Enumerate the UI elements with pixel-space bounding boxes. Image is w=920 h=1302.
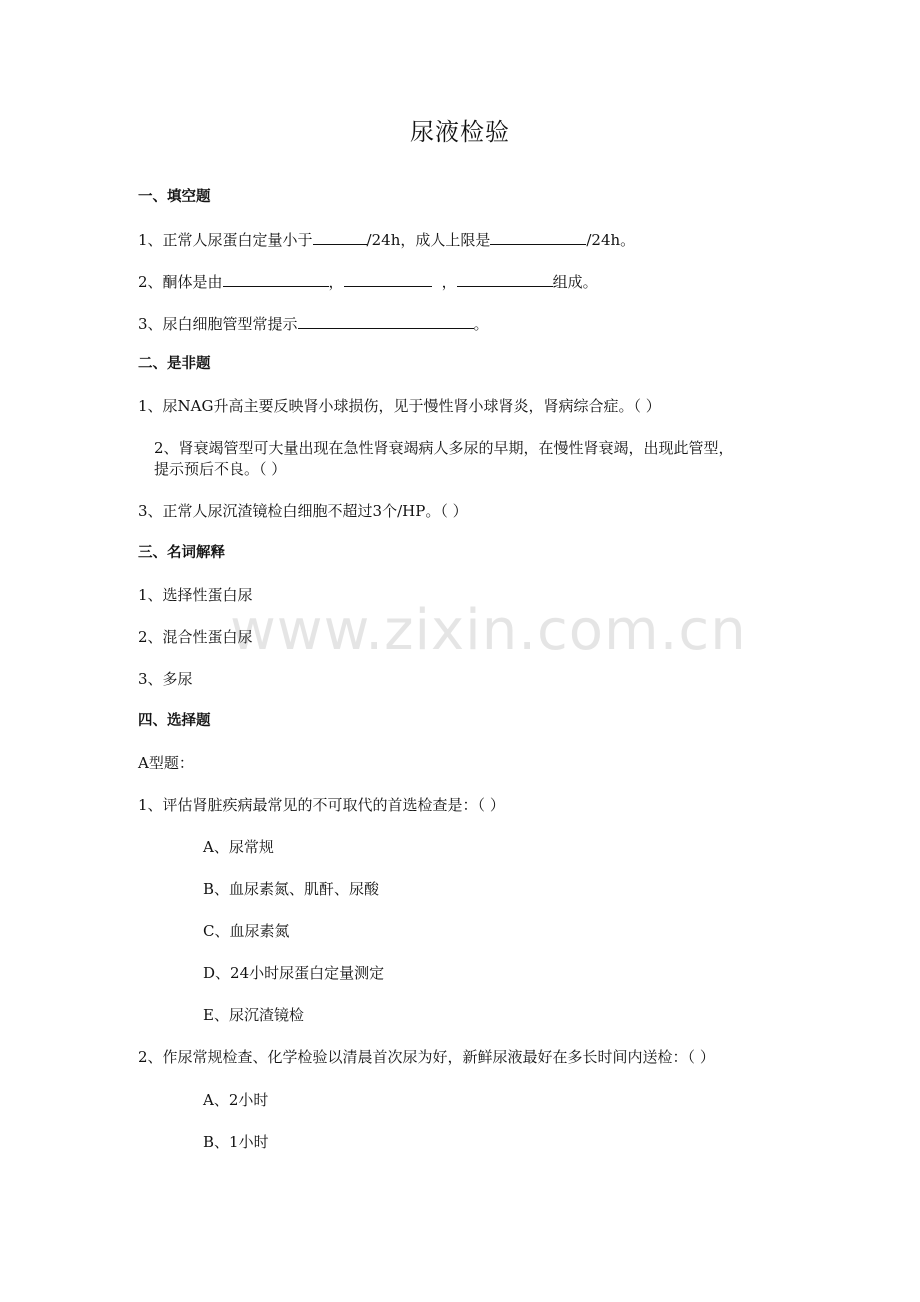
choice-subheading: A型题： — [138, 754, 194, 772]
fill-q2-text-b: ， — [328, 273, 344, 291]
choice-option: D、24小时尿蛋白定量测定 — [203, 964, 385, 982]
section-heading-choice: 四、选择题 — [138, 713, 211, 729]
answer-blank[interactable] — [313, 229, 367, 245]
choice-option: A、尿常规 — [203, 838, 274, 856]
fill-q3-text-b: 。 — [473, 315, 489, 333]
document-title: 尿液检验 — [410, 118, 510, 146]
choice-option: C、血尿素氮 — [203, 922, 290, 940]
answer-blank[interactable] — [298, 313, 474, 329]
answer-blank[interactable] — [490, 229, 586, 245]
choice-option: A、2小时 — [203, 1091, 269, 1109]
choice-question-2: 2、作尿常规检查、化学检验以清晨首次尿为好，新鲜尿液最好在多长时间内送检：（ ） — [138, 1048, 715, 1066]
section-heading-fill: 一、填空题 — [138, 189, 211, 205]
fill-q1-text-b: /24h，成人上限是 — [366, 231, 491, 249]
tf-question-2-line-2: 提示预后不良。（ ） — [154, 460, 287, 478]
fill-question-3 — [138, 313, 489, 334]
term-item: 1、选择性蛋白尿 — [138, 586, 253, 604]
answer-blank[interactable] — [457, 271, 553, 287]
section-heading-terms: 三、名词解释 — [138, 545, 225, 561]
fill-q1-text-c: /24h。 — [586, 231, 636, 249]
fill-question-2 — [138, 271, 598, 292]
fill-q1-text-a: 1、正常人尿蛋白定量小于 — [138, 231, 313, 249]
watermark: www.zixin.com.cn — [230, 598, 747, 663]
choice-question-1: 1、评估肾脏疾病最常见的不可取代的首选检查是：（ ） — [138, 796, 505, 814]
choice-option: B、血尿素氮、肌酐、尿酸 — [203, 880, 380, 898]
fill-q2-text-a: 2、酮体是由 — [138, 273, 223, 291]
answer-blank[interactable] — [223, 271, 329, 287]
tf-question-1: 1、尿NAG升高主要反映肾小球损伤，见于慢性肾小球肾炎，肾病综合症。（ ） — [138, 397, 661, 415]
tf-question-2-line-1: 2、肾衰竭管型可大量出现在急性肾衰竭病人多尿的早期，在慢性肾衰竭，出现此管型， — [154, 439, 734, 457]
choice-option: B、1小时 — [203, 1133, 269, 1151]
tf-question-3: 3、正常人尿沉渣镜检白细胞不超过3个/HP。（ ） — [138, 502, 468, 520]
term-item: 3、多尿 — [138, 670, 193, 688]
fill-question-1 — [138, 229, 635, 250]
section-heading-true-false: 二、是非题 — [138, 356, 211, 372]
fill-q2-text-d: 组成。 — [552, 273, 598, 291]
answer-blank[interactable] — [344, 271, 432, 287]
fill-q2-text-c: ， — [441, 273, 457, 291]
fill-q3-text-a: 3、尿白细胞管型常提示 — [138, 315, 298, 333]
term-item: 2、混合性蛋白尿 — [138, 628, 253, 646]
choice-option: E、尿沉渣镜检 — [203, 1006, 304, 1024]
